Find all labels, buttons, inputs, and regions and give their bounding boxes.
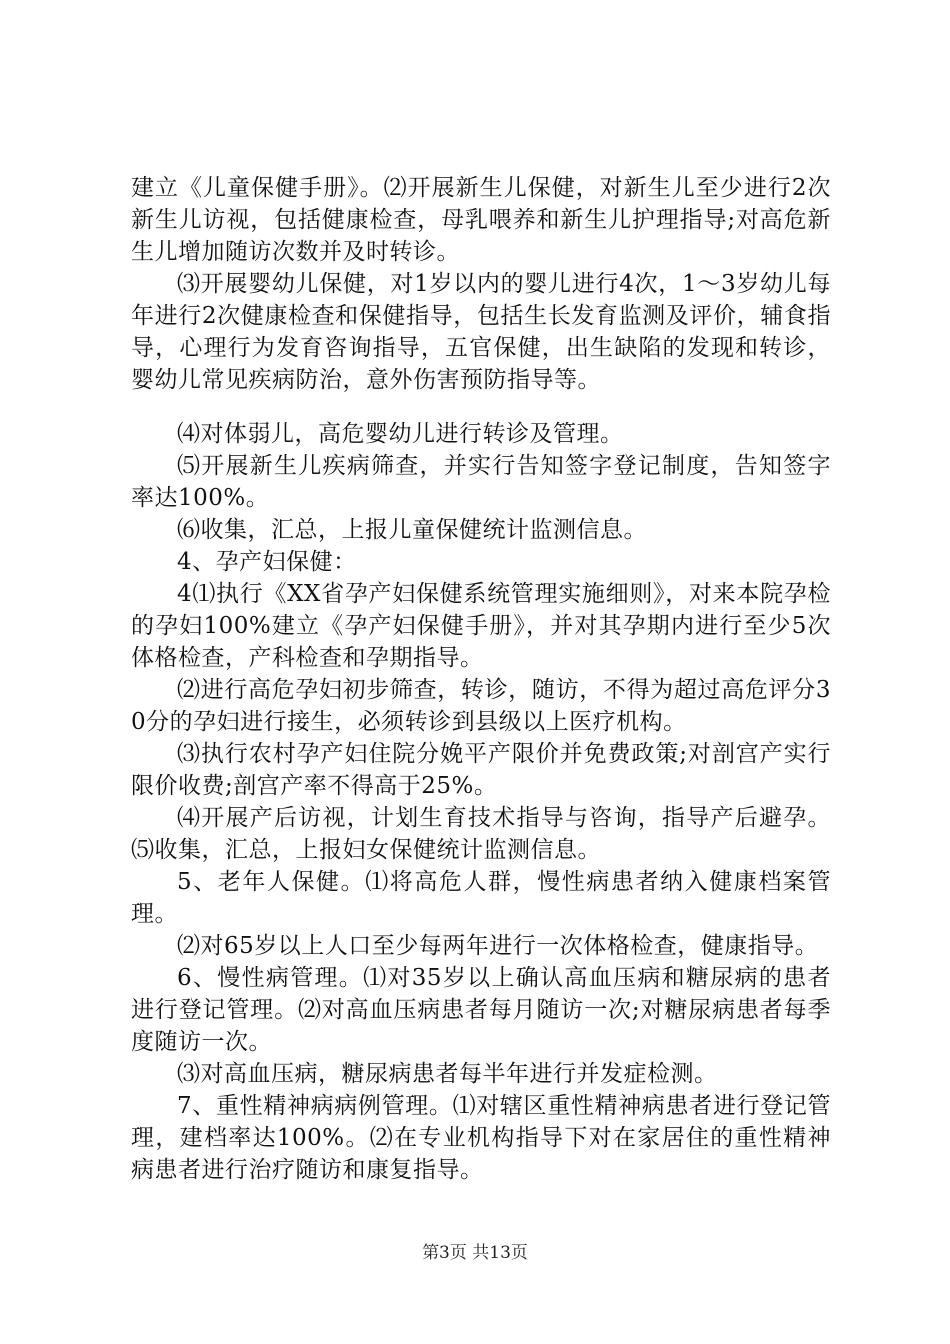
paragraph-5: ⑹收集，汇总，上报儿童保健统计监测信息。: [177, 517, 647, 543]
paragraph-9: ⑶执行农村孕产妇住院分娩平产限价并免费政策;对剖宫产实行限价收费;剖宫产率不得高于25%。: [131, 741, 831, 799]
paragraph-4: ⑸开展新生儿疾病筛查，并实行告知签字登记制度，告知签字率达100%。: [131, 453, 831, 511]
paragraph-8: ⑵进行高危孕妇初步筛查，转诊，随访，不得为超过高危评分30分的孕妇进行接生，必须转诊到县级以上医疗机构。: [131, 677, 831, 735]
section-heading-4: 4、孕产妇保健：: [177, 549, 357, 575]
paragraph-7: 4⑴执行《XX省孕产妇保健系统管理实施细则》，对来本院孕检的孕妇100%建立《孕产妇保健手册》，并对其孕期内进行至少5次体格检查，产科检查和孕期指导。: [131, 581, 831, 671]
paragraph-13: 6、慢性病管理。⑴对35岁以上确认高血压病和糖尿病的患者进行登记管理。⑵对高血压病患者每月随访一次;对糖尿病患者每季度随访一次。: [131, 965, 831, 1055]
paragraph-15: 7、重性精神病病例管理。⑴对辖区重性精神病患者进行登记管理，建档率达100%。⑵在专业机构指导下对在家居住的重性精神病患者进行治疗随访和康复指导。: [131, 1093, 831, 1183]
paragraph-11: 5、老年人保健。⑴将高危人群，慢性病患者纳入健康档案管理。: [131, 869, 831, 927]
paragraph-gap: [131, 396, 831, 418]
paragraph-14: ⑶对高血压病，糖尿病患者每半年进行并发症检测。: [177, 1061, 718, 1087]
paragraph-1: 建立《儿童保健手册》。⑵开展新生儿保健，对新生儿至少进行2次新生儿访视，包括健康检查，母乳喂养和新生儿护理指导;对高危新生儿增加随访次数并及时转诊。: [131, 175, 831, 265]
document-body: [131, 172, 831, 1186]
paragraph-2: ⑶开展婴幼儿保健，对1岁以内的婴儿进行4次，1～3岁幼儿每年进行2次健康检查和保健指导，包括生长发育监测及评价，辅食指导，心理行为发育咨询指导，五官保健，出生缺陷的发现和转诊，婴幼儿常见疾病防治，意外伤害预防指导等。: [131, 271, 831, 393]
paragraph-10: ⑷开展产后访视，计划生育技术指导与咨询，指导产后避孕。⑸收集，汇总，上报妇女保健统计监测信息。: [131, 805, 831, 863]
paragraph-3: ⑷对体弱儿，高危婴幼儿进行转诊及管理。: [177, 421, 624, 447]
page-number-footer: 第3页 共13页: [422, 1243, 528, 1263]
paragraph-12: ⑵对65岁以上人口至少每两年进行一次体格检查，健康指导。: [177, 933, 819, 959]
